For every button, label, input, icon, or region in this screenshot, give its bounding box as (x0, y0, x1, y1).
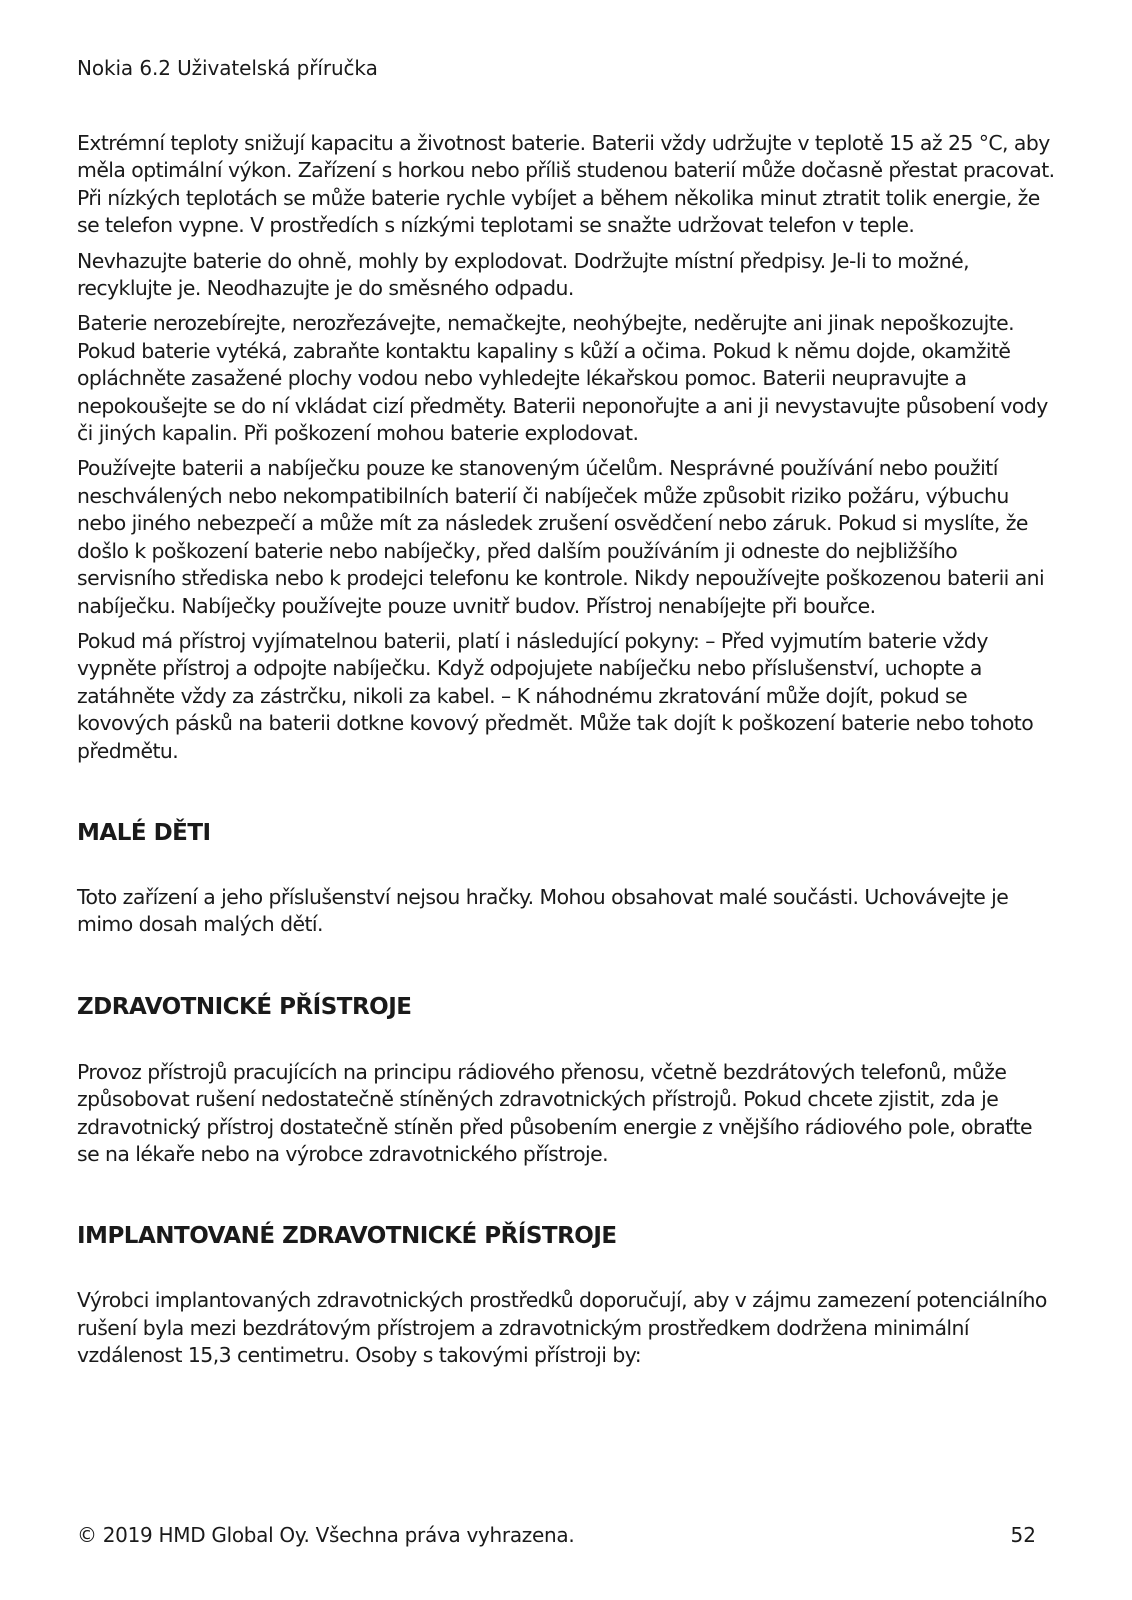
document-page (77, 0, 1057, 1600)
paragraph-battery-damage: Baterie nerozebírejte, nerozřezávejte, nemačkejte, neohýbejte, neděrujte ani jinak nepoškozujte. Pokud baterie vytéká, zabraňte kontaktu kapaliny s kůží a očima. Pokud k němu dojde, okamžitě opláchněte zasažené plochy vodou nebo vyhledejte lékařskou pomoc. Baterii neupravujte a nepokoušejte se do ní vkládat cizí předměty. Baterii neponořujte a ani ji nevystavujte působení vody či jiných kapalin. Při poškození mohou baterie explodovat. (77, 311, 1048, 446)
paragraph-medical-devices: Provoz přístrojů pracujících na principu rádiového přenosu, včetně bezdrátových telefonů, může způsobovat rušení nedostatečně stíněných zdravotnických přístrojů. Pokud chcete zjistit, zda je zdravotnický přístroj dostatečně stíněn před působením energie z vnějšího rádiového pole, obraťte se na lékaře nebo na výrobce zdravotnického přístroje. (77, 1059, 1033, 1166)
section-heading-children: MALÉ DĚTI (77, 819, 211, 846)
paragraph-battery-temperature: Extrémní teploty snižují kapacitu a životnost baterie. Baterii vždy udržujte v teplotě 15 až 25 °C, aby měla optimální výkon. Zařízení s horkou nebo příliš studenou baterií může dočasně přestat pracovat. Při nízkých teplotách se může baterie rychle vybíjet a během několika minut ztratit tolik energie, že se telefon vypne. V prostředích s nízkými teplotami se snažte udržovat telefon v teple. (77, 131, 1055, 238)
paragraph-battery-usage: Používejte baterii a nabíječku pouze ke stanoveným účelům. Nesprávné používání nebo použití neschválených nebo nekompatibilních baterií či nabíječek může způsobit riziko požáru, výbuchu nebo jiného nebezpečí a může mít za následek zrušení osvědčení nebo záruk. Pokud si myslíte, že došlo k poškození baterie nebo nabíječky, před dalším používáním ji odneste do nejbližšího servisního střediska nebo k prodejci telefonu ke kontrole. Nikdy nepoužívejte poškozenou baterii ani nabíječku. Nabíječky používejte pouze uvnitř budov. Přístroj nenabíjejte při bouřce. (77, 456, 1045, 618)
paragraph-implanted-devices: Výrobci implantovaných zdravotnických prostředků doporučují, aby v zájmu zamezení potenciálního rušení byla mezi bezdrátovým přístrojem a zdravotnickým prostředkem dodržena minimální vzdálenost 15,3 centimetru. Osoby s takovými přístroji by: (77, 1288, 1047, 1368)
paragraph-removable-battery: Pokud má přístroj vyjímatelnou baterii, platí i následující pokyny: – Před vyjmutím baterie vždy vypněte přístroj a odpojte nabíječku. Když odpojujete nabíječku nebo příslušenství, uchopte a zatáhněte vždy za zástrčku, nikoli za kabel. – K náhodnému zkratování může dojít, pokud se kovových pásků na baterii dotkne kovový předmět. Může tak dojít k poškození baterie nebo tohoto předmětu. (77, 628, 1034, 763)
footer-copyright: © 2019 HMD Global Oy. Všechna práva vyhrazena. (77, 1523, 575, 1547)
section-heading-implanted-devices: IMPLANTOVANÉ ZDRAVOTNICKÉ PŘÍSTROJE (77, 1223, 617, 1250)
running-header: Nokia 6.2 Uživatelská příručka (77, 56, 378, 80)
paragraph-children: Toto zařízení a jeho příslušenství nejsou hračky. Mohou obsahovat malé součásti. Uchovávejte je mimo dosah malých dětí. (77, 884, 1009, 937)
section-heading-medical-devices: ZDRAVOTNICKÉ PŘÍSTROJE (77, 993, 412, 1020)
paragraph-battery-disposal: Nevhazujte baterie do ohně, mohly by explodovat. Dodržujte místní předpisy. Je-li to možné, recyklujte je. Neodhazujte je do směsného odpadu. (77, 248, 970, 301)
page-content (77, 130, 1057, 1370)
page-number: 52 (1010, 1523, 1036, 1547)
